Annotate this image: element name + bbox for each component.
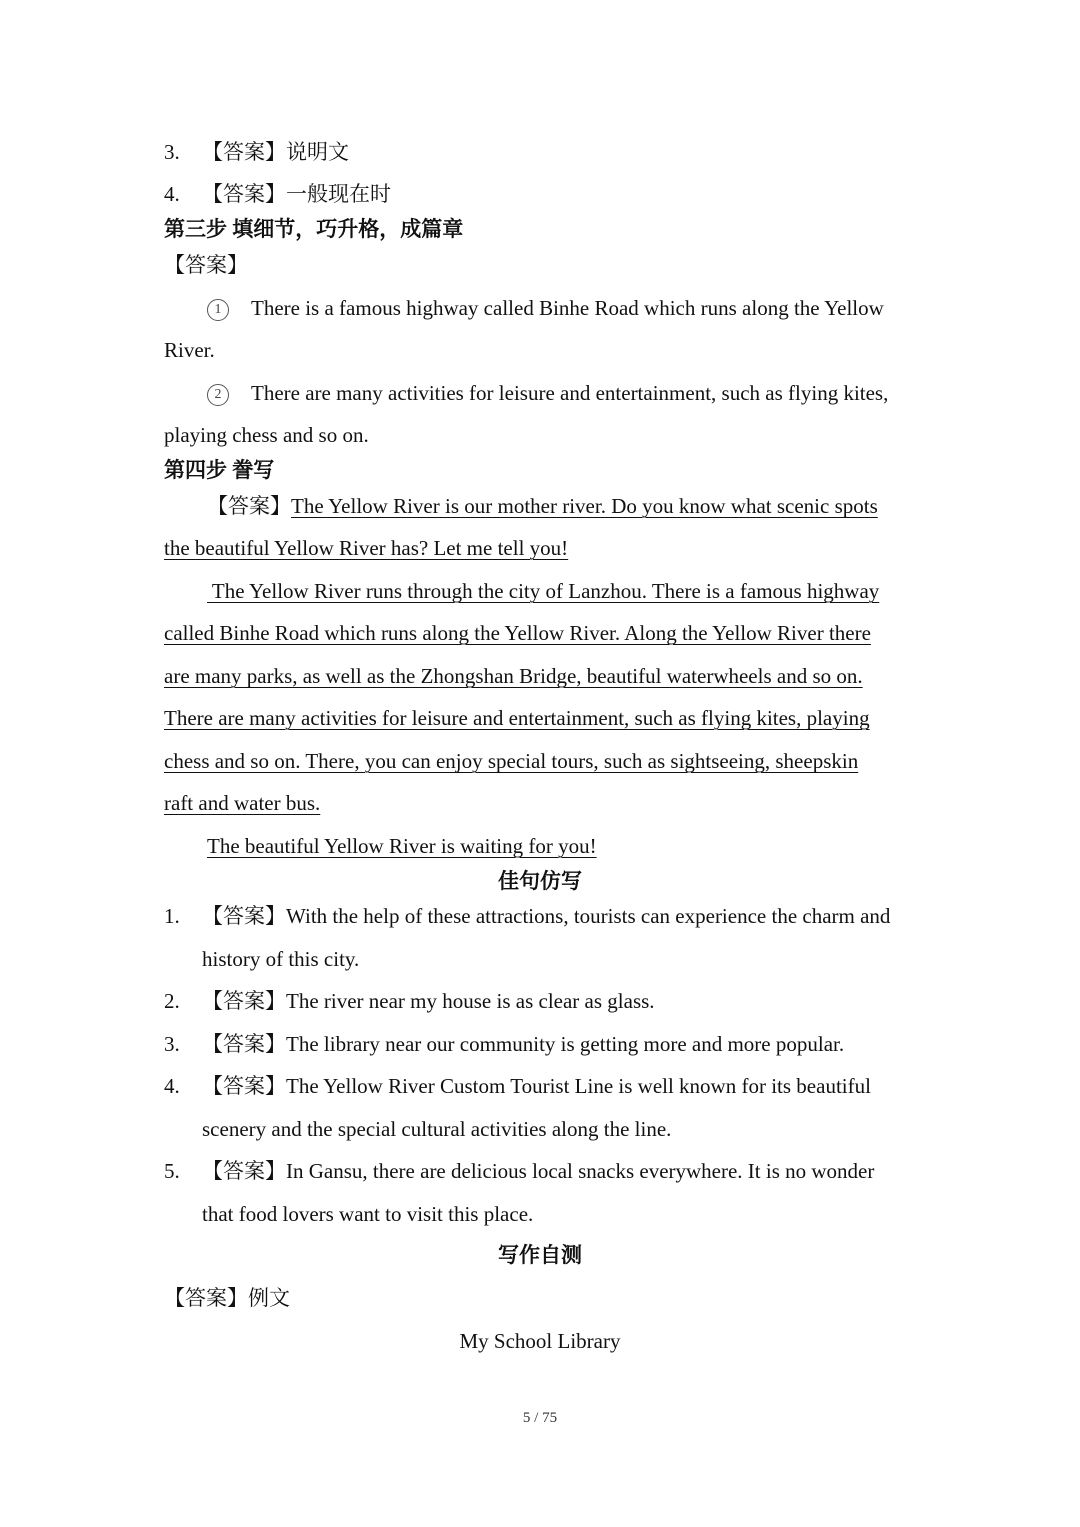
- item-number: 3.: [164, 140, 180, 164]
- answer-label: 【答案】: [202, 1032, 286, 1056]
- essay-line-9: The beautiful Yellow River is waiting for you!: [207, 834, 597, 858]
- imitation-item-3: 3. 【答案】The library near our community is getting more and more popular.: [164, 1032, 845, 1056]
- essay-line-7: chess and so on. There, you can enjoy special tours, such as sightseeing, sheepskin: [164, 749, 859, 773]
- item-number: 4.: [164, 182, 180, 206]
- essay-line-4: called Binhe Road which runs along the Yellow River. Along the Yellow River there: [164, 621, 871, 645]
- page-number: 5 / 75: [522, 1410, 558, 1426]
- answer-item-4: [164, 184, 391, 205]
- answer-label: 【答案】: [202, 989, 286, 1013]
- imitation-item-5-cont: that food lovers want to visit this place.: [202, 1202, 534, 1226]
- essay-line-1: 【答案】The Yellow River is our mother river. Do you know what scenic spots: [207, 494, 878, 518]
- imitation-item-1-cont: history of this city.: [202, 947, 360, 971]
- imitation-item-2: 2. 【答案】The river near my house is as clear as glass.: [164, 989, 655, 1013]
- answer-label: 【答案】: [202, 1159, 286, 1183]
- answer-label: 【答案】: [202, 904, 286, 928]
- circled-number-1: 1: [207, 299, 229, 321]
- self-test-title: 写作自测: [498, 1243, 582, 1267]
- imitation-item-4-cont: scenery and the special cultural activities along the line.: [202, 1117, 672, 1141]
- self-test-answer: 【答案】例文: [164, 1286, 290, 1310]
- imitation-title: 佳句仿写: [498, 869, 582, 893]
- essay-title: My School Library: [459, 1329, 621, 1353]
- imitation-item-1: 1. 【答案】With the help of these attractions, tourists can experience the charm and: [164, 904, 891, 928]
- essay-line-5: are many parks, as well as the Zhongshan Bridge, beautiful waterwheels and so on.: [164, 664, 863, 688]
- answer-label: 【答案】: [202, 1074, 286, 1098]
- essay-line-2: the beautiful Yellow River has? Let me tell you!: [164, 536, 569, 560]
- answer-item-3: [164, 142, 349, 163]
- imitation-item-4: 4. 【答案】The Yellow River Custom Tourist Line is well known for its beautiful: [164, 1074, 871, 1098]
- step3-sentence-1: 1 There is a famous highway called Binhe Road which runs along the Yellow: [207, 298, 884, 321]
- step3-answer-label: 【答案】: [164, 253, 248, 277]
- essay-line-8: raft and water bus.: [164, 791, 321, 815]
- answer-label: 【答案】: [207, 494, 291, 518]
- essay-line-3: The Yellow River runs through the city of Lanzhou. There is a famous highway: [207, 579, 880, 603]
- step3-sentence-2-cont: playing chess and so on.: [164, 423, 369, 447]
- step3-sentence-2: 2 There are many activities for leisure and entertainment, such as flying kites,: [207, 383, 888, 406]
- imitation-item-5: 5. 【答案】In Gansu, there are delicious local snacks everywhere. It is no wonder: [164, 1159, 875, 1183]
- answer-text: 【答案】一般现在时: [202, 182, 391, 206]
- step3-heading: 第三步 填细节，巧升格，成篇章: [164, 217, 464, 241]
- step3-sentence-1-cont: River.: [164, 338, 215, 362]
- circled-number-2: 2: [207, 384, 229, 406]
- step4-heading: 第四步 誊写: [164, 458, 275, 482]
- essay-line-6: There are many activities for leisure and entertainment, such as flying kites, playing: [164, 706, 870, 730]
- answer-text: 【答案】说明文: [202, 140, 349, 164]
